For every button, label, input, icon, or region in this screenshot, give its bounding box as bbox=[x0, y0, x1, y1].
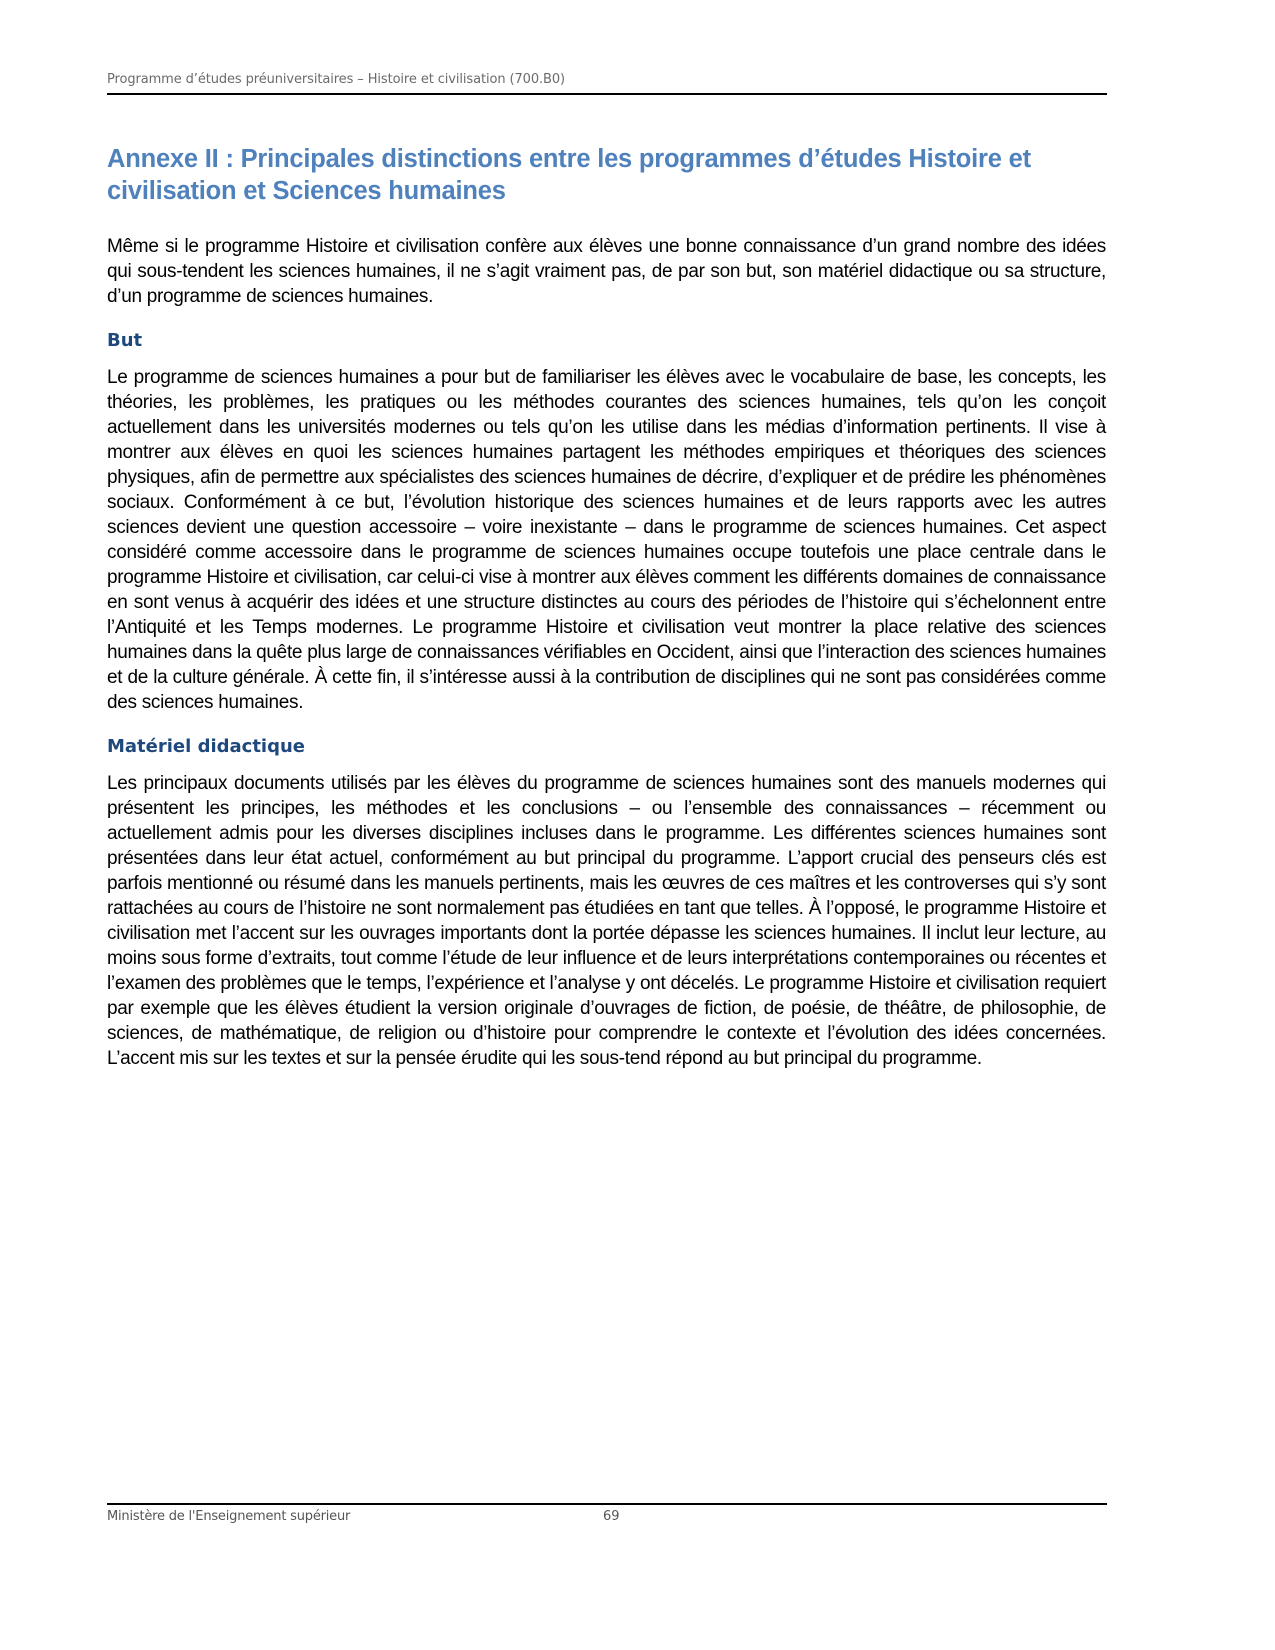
page-title: Annexe II : Principales distinctions entre les programmes d’études Histoire et civilisation et Sciences humaines bbox=[107, 145, 1031, 205]
running-title: Programme d’études préuniversitaires – Histoire et civilisation (700.B0) bbox=[107, 72, 565, 87]
section-body-but: Le programme de sciences humaines a pour but de familiariser les élèves avec le vocabulaire de base, les concepts, les théories, les problèmes, les pratiques ou les méthodes courantes des sciences humaines, tels qu’on les conçoit actuellement dans les universités modernes ou tels qu’on les utilise dans les médias d’information pertinents. Il vise à montrer aux élèves en quoi les sciences humaines partagent les méthodes empiriques et théoriques des sciences physiques, afin de permettre aux spécialistes des sciences humaines de décrire, d’expliquer et de prédire les phénomènes sociaux. Conformément à ce but, l’évolution historique des sciences humaines et de leurs rapports avec les autres sciences devient une question accessoire – voire inexistante – dans le programme de sciences humaines. Cet aspect considéré comme accessoire dans le programme de sciences humaines occupe toutefois une place centrale dans le programme Histoire et civilisation, car celui-ci vise à montrer aux élèves comment les différents domaines de connaissance en sont venus à acquérir des idées et une structure distinctes au cours des périodes de l’histoire qui s’échelonnent entre l’Antiquité et les Temps modernes. Le programme Histoire et civilisation veut montrer la place relative des sciences humaines dans la quête plus large de connaissances vérifiables en Occident, ainsi que l’interaction des sciences humaines et de la culture générale. À cette fin, il s’intéresse aussi à la contribution de disciplines qui ne sont pas considérées comme des sciences humaines. bbox=[107, 367, 1106, 713]
footer-publisher: Ministère de l'Enseignement supérieur bbox=[107, 1509, 351, 1524]
document-body bbox=[107, 143, 1106, 1071]
section-body-materiel-didactique: Les principaux documents utilisés par les élèves du programme de sciences humaines sont des manuels modernes qui présentent les principes, les méthodes et les conclusions – ou l’ensemble des connaissances – récemment ou actuellement admis pour les diverses disciplines incluses dans le programme. Les différentes sciences humaines sont présentées dans leur état actuel, conformément au but principal du programme. L’apport crucial des penseurs clés est parfois mentionné ou résumé dans les manuels pertinents, mais les œuvres de ces maîtres et les controverses qui s’y sont rattachées au cours de l’histoire ne sont normalement pas étudiées en tant que telles. À l’opposé, le programme Histoire et civilisation met l’accent sur les ouvrages importants dont la portée dépasse les sciences humaines. Il inclut leur lecture, au moins sous forme d’extraits, tout comme l’étude de leur influence et de leurs interprétations contemporaines ou récentes et l’examen des problèmes que le temps, l’expérience et l’analyse y ont décelés. Le programme Histoire et civilisation requiert par exemple que les élèves étudient la version originale d’ouvrages de fiction, de poésie, de théâtre, de philosophie, de sciences, de mathématique, de religion ou d’histoire pour comprendre le contexte et l’évolution des idées concernées. L’accent mis sur les textes et sur la pensée érudite qui les sous-tend répond au but principal du programme. bbox=[107, 773, 1106, 1069]
intro-paragraph: Même si le programme Histoire et civilisation confère aux élèves une bonne connaissance d’un grand nombre des idées qui sous-tendent les sciences humaines, il ne s’agit vraiment pas, de par son but, son matériel didactique ou sa structure, d’un programme de sciences humaines. bbox=[107, 236, 1106, 307]
page-number: 69 bbox=[603, 1509, 620, 1524]
section-but bbox=[107, 329, 1106, 715]
section-heading-materiel-didactique: Matériel didactique bbox=[107, 736, 305, 757]
page-header bbox=[107, 72, 1107, 95]
section-heading-but: But bbox=[107, 330, 143, 351]
section-materiel-didactique bbox=[107, 735, 1106, 1071]
page-footer bbox=[107, 1503, 1107, 1535]
